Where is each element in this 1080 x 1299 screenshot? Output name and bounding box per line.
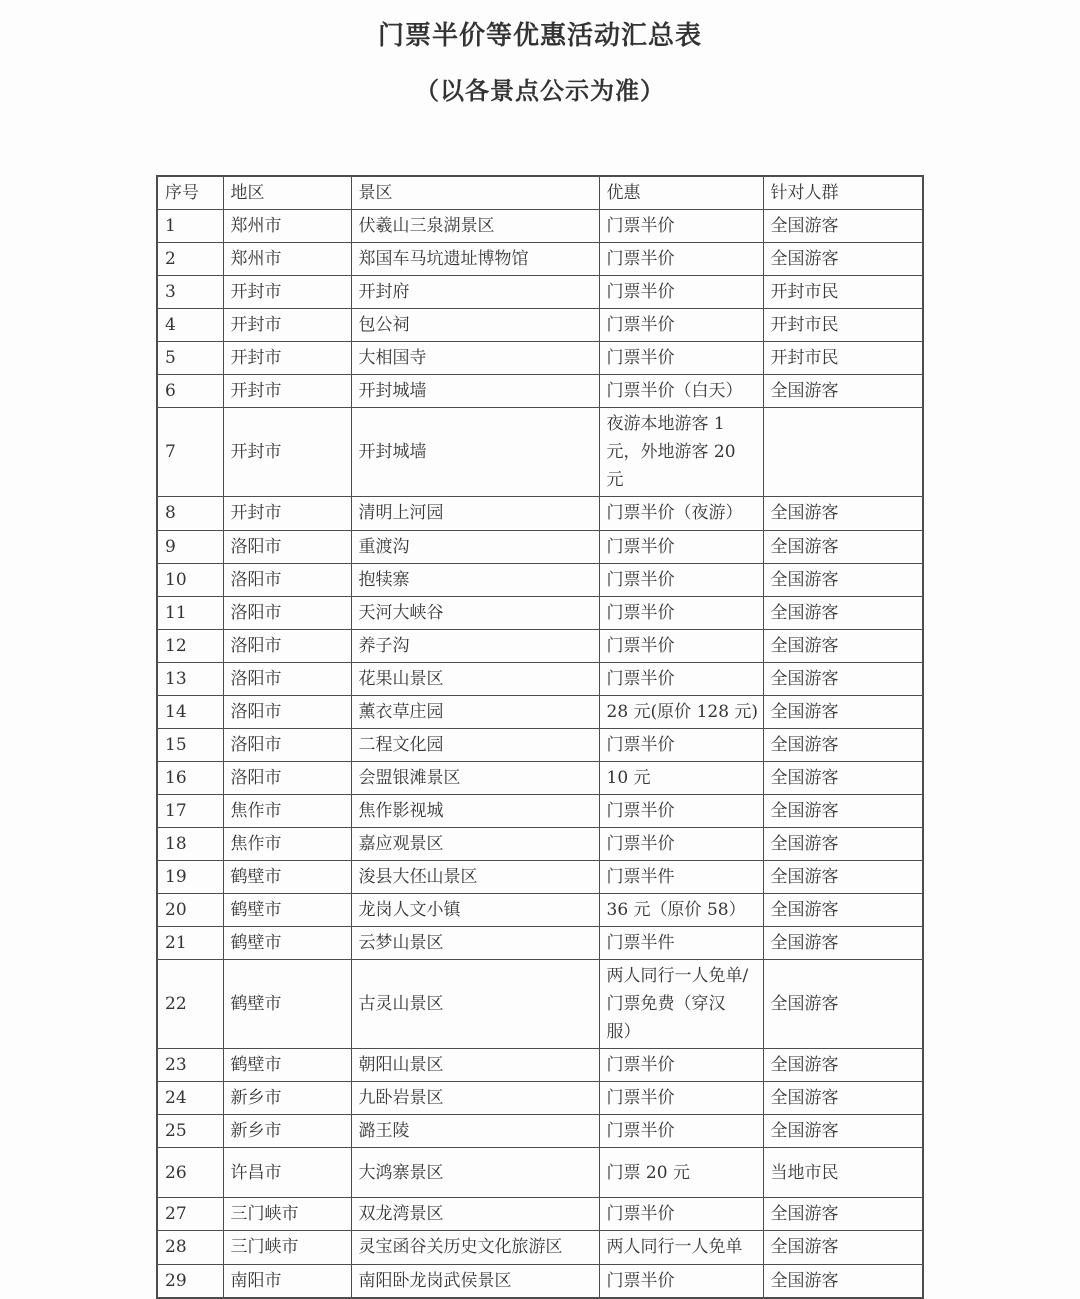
table-cell: 全国游客 [763,662,923,695]
table-cell: 全国游客 [763,1231,923,1264]
table-cell: 全国游客 [763,960,923,1049]
table-cell: 全国游客 [763,497,923,530]
table-cell: 全国游客 [763,596,923,629]
table-body [157,210,923,1298]
table-cell: 郑州市 [223,243,351,276]
table-cell: 灵宝函谷关历史文化旅游区 [351,1231,599,1264]
table-row [157,375,923,408]
table-cell: 云梦山景区 [351,927,599,960]
table-cell [763,408,923,497]
table-cell: 嘉应观景区 [351,827,599,860]
table-cell: 全国游客 [763,1049,923,1082]
table-cell: 天河大峡谷 [351,596,599,629]
table-row [157,563,923,596]
table-cell: 门票半价 [599,1198,763,1231]
table-row [157,1148,923,1198]
column-header: 景区 [351,176,599,210]
table-cell: 新乡市 [223,1082,351,1115]
table-cell: 全国游客 [763,629,923,662]
table-cell: 全国游客 [763,1198,923,1231]
table-cell: 焦作影视城 [351,794,599,827]
table-cell: 全国游客 [763,728,923,761]
table-cell: 开封市 [223,497,351,530]
table-cell: 门票半价 [599,243,763,276]
table-cell: 22 [157,960,223,1049]
table-cell: 浚县大伾山景区 [351,860,599,893]
table-row [157,827,923,860]
column-header: 序号 [157,176,223,210]
table-row [157,794,923,827]
table-cell: 23 [157,1049,223,1082]
table-cell: 包公祠 [351,309,599,342]
table-row [157,761,923,794]
table-cell: 洛阳市 [223,629,351,662]
table-cell: 潞王陵 [351,1115,599,1148]
table-cell: 门票半价 [599,1049,763,1082]
table-cell: 开封府 [351,276,599,309]
table-cell: 洛阳市 [223,662,351,695]
table-cell: 鹤壁市 [223,860,351,893]
table-cell: 19 [157,860,223,893]
table-cell: 门票半价 [599,563,763,596]
table-cell: 20 [157,894,223,927]
table-row [157,530,923,563]
table-row [157,728,923,761]
table-row [157,1115,923,1148]
table-cell: 28 元(原价 128 元) [599,695,763,728]
table-cell: 大鸿寨景区 [351,1148,599,1198]
table-cell: 门票半价 [599,1115,763,1148]
table-cell: 门票半价 [599,629,763,662]
table-cell: 洛阳市 [223,728,351,761]
table-cell: 许昌市 [223,1148,351,1198]
table-cell: 南阳市 [223,1264,351,1298]
table-cell: 4 [157,309,223,342]
table-row [157,695,923,728]
table-cell: 洛阳市 [223,563,351,596]
table-cell: 古灵山景区 [351,960,599,1049]
table-cell: 清明上河园 [351,497,599,530]
table-cell: 13 [157,662,223,695]
table-row [157,276,923,309]
page-title: 门票半价等优惠活动汇总表 [377,21,702,51]
table-cell: 全国游客 [763,1082,923,1115]
table-cell: 洛阳市 [223,695,351,728]
table-cell: 开封城墙 [351,375,599,408]
table-cell: 全国游客 [763,794,923,827]
table-cell: 开封市 [223,375,351,408]
table-row [157,596,923,629]
table-cell: 9 [157,530,223,563]
table-cell: 双龙湾景区 [351,1198,599,1231]
table-cell: 全国游客 [763,563,923,596]
table-cell: 16 [157,761,223,794]
table-cell: 门票半价（白天） [599,375,763,408]
table-cell: 抱犊寨 [351,563,599,596]
table-cell: 门票半价 [599,210,763,243]
table-cell: 10 [157,563,223,596]
table-cell: 洛阳市 [223,596,351,629]
table-cell: 全国游客 [763,827,923,860]
table-cell: 两人同行一人免单/门票免费（穿汉服） [599,960,763,1049]
table-cell: 8 [157,497,223,530]
page-subtitle: （以各景点公示为准） [415,76,665,105]
table-cell: 全国游客 [763,1115,923,1148]
table-row [157,342,923,375]
table-cell: 门票半价 [599,1082,763,1115]
table-cell: 花果山景区 [351,662,599,695]
column-header: 优惠 [599,176,763,210]
table-cell: 门票半件 [599,927,763,960]
table-cell: 郑国车马坑遗址博物馆 [351,243,599,276]
table-cell: 6 [157,375,223,408]
table-cell: 全国游客 [763,695,923,728]
table-cell: 开封市民 [763,276,923,309]
table-cell: 全国游客 [763,761,923,794]
table-cell: 12 [157,629,223,662]
table-cell: 开封市民 [763,342,923,375]
table-cell: 门票半价 [599,827,763,860]
table-row [157,210,923,243]
table-cell: 21 [157,927,223,960]
table-cell: 三门峡市 [223,1198,351,1231]
table-cell: 全国游客 [763,1264,923,1298]
table-row [157,894,923,927]
table-header-row [157,176,923,210]
table-cell: 门票半价 [599,1264,763,1298]
table-cell: 夜游本地游客 1 元，外地游客 20 元 [599,408,763,497]
column-header: 地区 [223,176,351,210]
table-cell: 大相国寺 [351,342,599,375]
table-row [157,927,923,960]
table-cell: 薰衣草庄园 [351,695,599,728]
table-cell: 开封市 [223,309,351,342]
table-cell: 3 [157,276,223,309]
table-cell: 门票半价 [599,309,763,342]
table-cell: 开封市 [223,408,351,497]
table-cell: 36 元（原价 58） [599,894,763,927]
table-cell: 2 [157,243,223,276]
table-cell: 11 [157,596,223,629]
table-cell: 伏羲山三泉湖景区 [351,210,599,243]
table-cell: 开封市 [223,276,351,309]
table-row [157,243,923,276]
table-cell: 九卧岩景区 [351,1082,599,1115]
table-cell: 朝阳山景区 [351,1049,599,1082]
table-cell: 18 [157,827,223,860]
table-cell: 开封市民 [763,309,923,342]
table-row [157,960,923,1049]
table-cell: 29 [157,1264,223,1298]
table-cell: 17 [157,794,223,827]
table-row [157,1231,923,1264]
table-cell: 全国游客 [763,860,923,893]
discount-summary-table [156,175,924,1299]
table-cell: 养子沟 [351,629,599,662]
table-cell: 二程文化园 [351,728,599,761]
table-cell: 14 [157,695,223,728]
table-cell: 7 [157,408,223,497]
table-cell: 1 [157,210,223,243]
table-cell: 鹤壁市 [223,1049,351,1082]
table-cell: 会盟银滩景区 [351,761,599,794]
table-cell: 郑州市 [223,210,351,243]
table-cell: 洛阳市 [223,530,351,563]
table-cell: 门票 20 元 [599,1148,763,1198]
table-cell: 门票半价 [599,276,763,309]
table-cell: 15 [157,728,223,761]
table-cell: 门票半价 [599,342,763,375]
table-cell: 南阳卧龙岗武侯景区 [351,1264,599,1298]
table-cell: 新乡市 [223,1115,351,1148]
table-row [157,1082,923,1115]
table-cell: 全国游客 [763,375,923,408]
table-cell: 26 [157,1148,223,1198]
table-cell: 门票半价 [599,596,763,629]
table-cell: 焦作市 [223,827,351,860]
table-row [157,408,923,497]
table-row [157,629,923,662]
table-cell: 28 [157,1231,223,1264]
table-cell: 两人同行一人免单 [599,1231,763,1264]
table-cell: 全国游客 [763,894,923,927]
table-cell: 全国游客 [763,243,923,276]
table-cell: 开封城墙 [351,408,599,497]
table-cell: 25 [157,1115,223,1148]
table-row [157,1049,923,1082]
table-row [157,1198,923,1231]
column-header: 针对人群 [763,176,923,210]
table-cell: 全国游客 [763,210,923,243]
table-row [157,497,923,530]
table-row [157,309,923,342]
table-cell: 重渡沟 [351,530,599,563]
table-cell: 开封市 [223,342,351,375]
table-cell: 10 元 [599,761,763,794]
table-cell: 鹤壁市 [223,927,351,960]
table-cell: 门票半价 [599,662,763,695]
table-cell: 门票半价 [599,530,763,563]
table-cell: 焦作市 [223,794,351,827]
table-row [157,662,923,695]
table-cell: 洛阳市 [223,761,351,794]
table-cell: 27 [157,1198,223,1231]
table-cell: 当地市民 [763,1148,923,1198]
table-cell: 门票半价 [599,794,763,827]
table-cell: 龙岗人文小镇 [351,894,599,927]
table-cell: 全国游客 [763,530,923,563]
table-cell: 24 [157,1082,223,1115]
table-cell: 5 [157,342,223,375]
table-cell: 全国游客 [763,927,923,960]
table-cell: 鹤壁市 [223,894,351,927]
table-cell: 门票半价 [599,728,763,761]
table-cell: 鹤壁市 [223,960,351,1049]
table-cell: 三门峡市 [223,1231,351,1264]
table-cell: 门票半价（夜游） [599,497,763,530]
table-row [157,1264,923,1298]
table-cell: 门票半件 [599,860,763,893]
table-row [157,860,923,893]
